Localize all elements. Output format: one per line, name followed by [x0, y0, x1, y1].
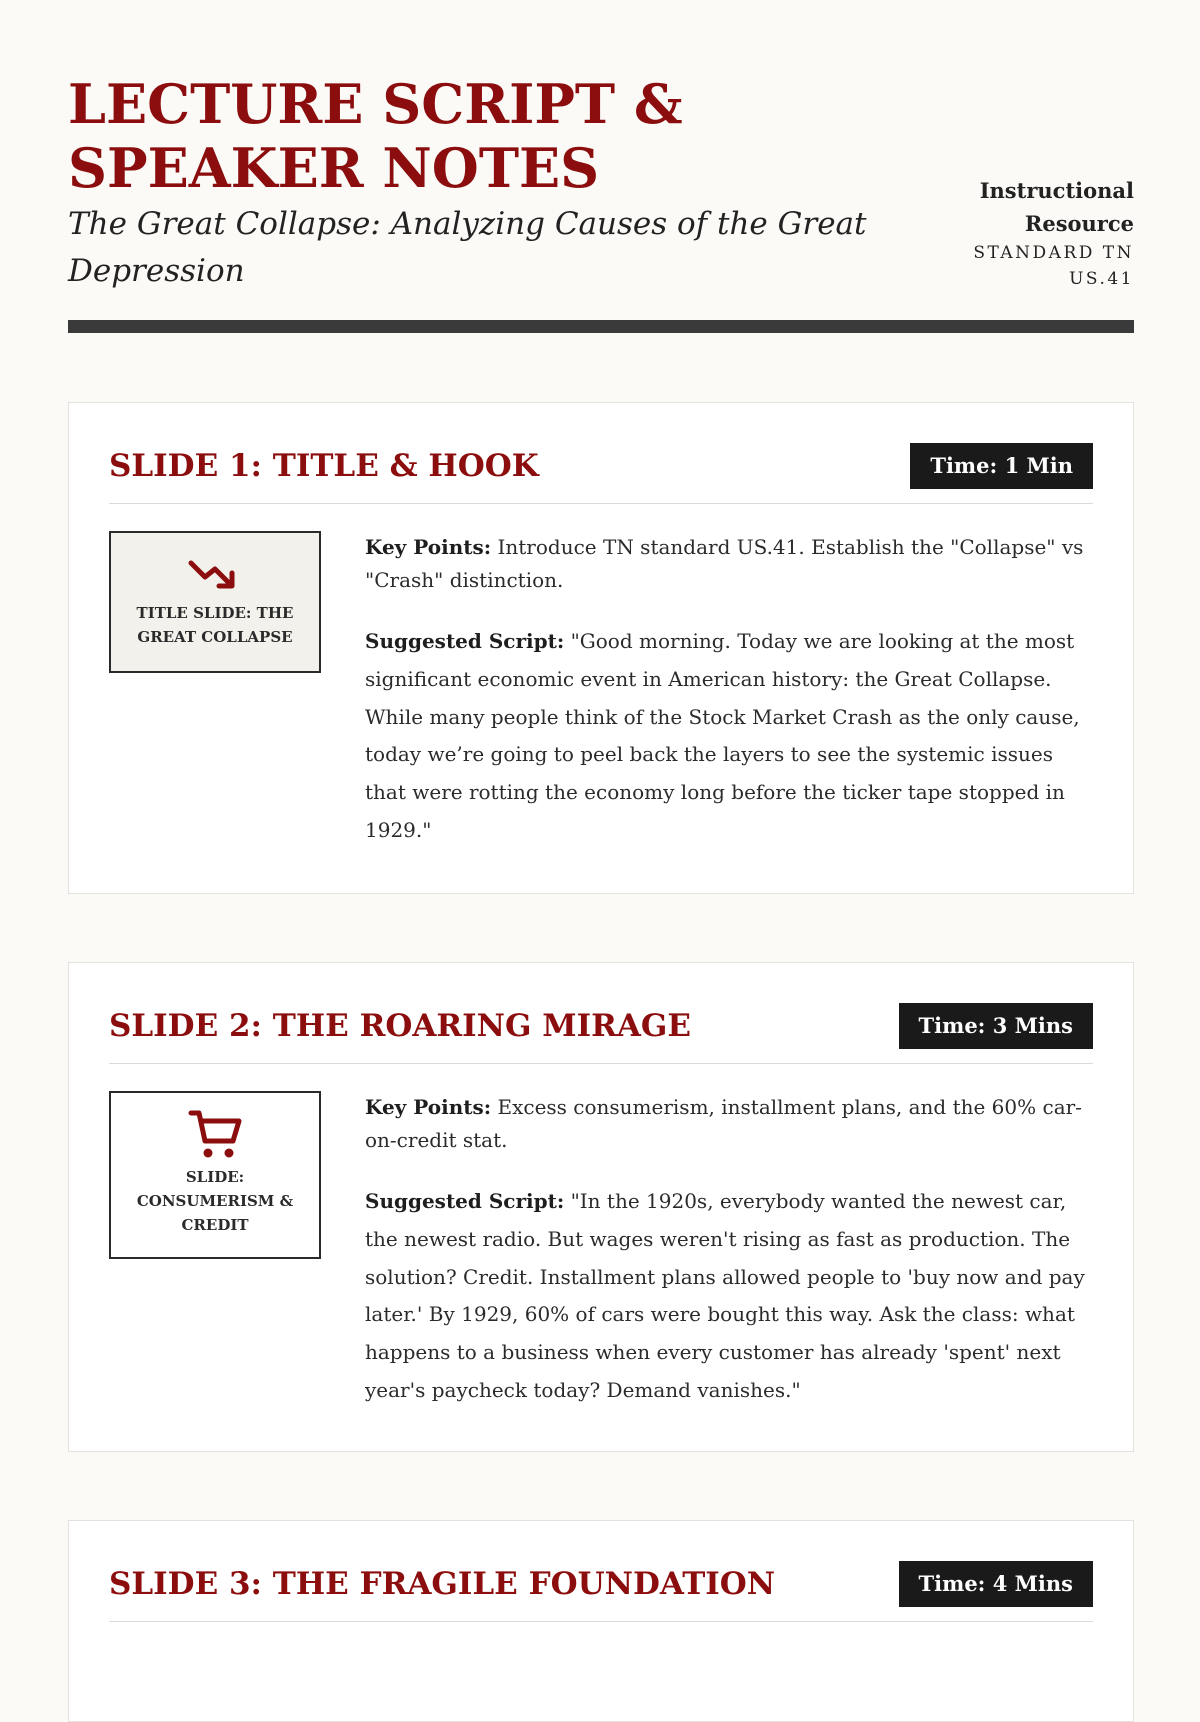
document-page: [68, 0, 1134, 1602]
time-badge: Time: 3 Mins: [899, 1003, 1094, 1049]
time-badge: Time: 4 Mins: [899, 1561, 1094, 1607]
shopping-cart-icon: [187, 1107, 243, 1163]
standard-code: STANDARD TN US.41: [973, 243, 1134, 289]
key-points-text: Introduce TN standard US.41. Establish the "Collapse" vs "Crash" distinction.: [365, 535, 1084, 592]
thumbnail-label: TITLE SLIDE: THE GREAT COLLAPSE: [136, 604, 294, 646]
key-points-label: Key Points:: [365, 535, 492, 559]
resource-type: Instructional Resource: [979, 178, 1134, 236]
script-text: "In the 1920s, everybody wanted the newest car, the newest radio. But wages weren't rising as fast as production. The solution? Credit. Installment plans allowed people to 'buy now and pay later.' By 1929, 60% of cars were bought this way. Ask the class: what happens to a business when every customer has already 'spent' next year's paycheck today? Demand vanishes.": [365, 1189, 1085, 1402]
slide-card-header: [109, 1003, 1093, 1064]
slide-thumbnail: [109, 531, 321, 673]
slide-title: SLIDE 2: THE ROARING MIRAGE: [109, 1008, 691, 1044]
slide-thumbnail: [109, 1091, 321, 1259]
script-text: "Good morning. Today we are looking at the most significant economic event in American history: the Great Collapse. While many people think of the Stock Market Crash as the only cause, today we’re going to peel back the layers to see the systemic issues that were rotting the economy long before the ticker tape stopped in 1929.": [365, 629, 1080, 842]
key-points: [365, 1091, 1093, 1157]
script-label: Suggested Script:: [365, 629, 565, 653]
document-subtitle: The Great Collapse: Analyzing Causes of the Great Depression: [68, 206, 867, 289]
trend-down-icon: [185, 555, 245, 595]
document-title: LECTURE SCRIPT & SPEAKER NOTES: [68, 72, 683, 200]
thumbnail-label: SLIDE: CONSUMERISM & CREDIT: [136, 1168, 294, 1234]
slide-notes: [365, 531, 1093, 850]
script-label: Suggested Script:: [365, 1189, 565, 1213]
document-header: [68, 0, 1134, 334]
slide-card-1: [68, 402, 1134, 894]
document-meta: [914, 174, 1134, 292]
suggested-script: [365, 623, 1093, 850]
key-points-text: Excess consumerism, installment plans, and the 60% car-on-credit stat.: [365, 1095, 1082, 1152]
slide-card-3: [68, 1520, 1134, 1722]
slide-card-header: [109, 443, 1093, 504]
key-points-label: Key Points:: [365, 1095, 492, 1119]
slide-title: SLIDE 1: TITLE & HOOK: [109, 448, 539, 484]
slide-notes: [365, 1091, 1093, 1410]
key-points: [365, 531, 1093, 597]
slide-card-2: [68, 962, 1134, 1452]
time-badge: Time: 1 Min: [910, 443, 1093, 489]
suggested-script: [365, 1183, 1093, 1410]
header-divider: [68, 320, 1134, 333]
slide-card-header: [109, 1561, 1093, 1622]
slide-title: SLIDE 3: THE FRAGILE FOUNDATION: [109, 1566, 776, 1602]
